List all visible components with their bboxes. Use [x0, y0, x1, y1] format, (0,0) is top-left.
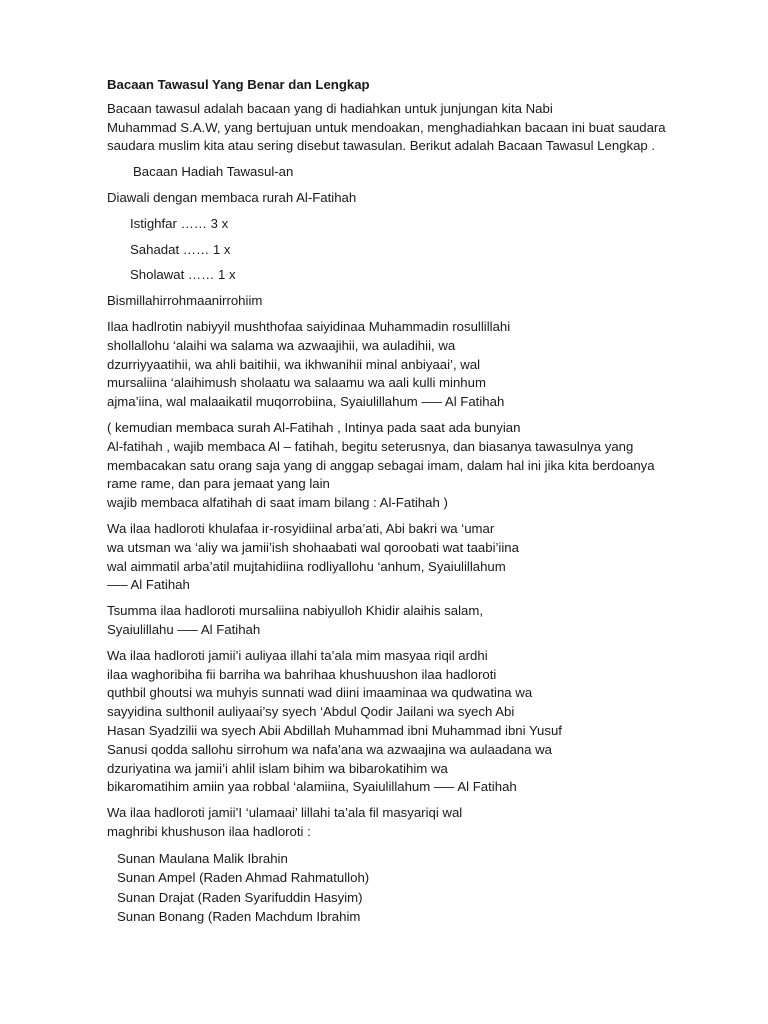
sunan-list	[117, 849, 737, 927]
paragraph-3	[107, 520, 737, 595]
step-item: Sahadat …… 1 x	[130, 241, 231, 257]
text-line: rame rame, dan para jemaat yang lain	[107, 476, 330, 492]
paragraph-4	[107, 602, 737, 640]
text-line: Syaiulillahu —– Al Fatihah	[107, 621, 261, 637]
text-line: mursaliina ‘alaihimush sholaatu wa salaamu wa aali kulli minhum	[107, 375, 486, 391]
document-title: Bacaan Tawasul Yang Benar dan Lengkap	[107, 77, 370, 92]
text-line: ajma’iina, wal malaaikatil muqorrobiina, Syaiulillahum —– Al Fatihah	[107, 394, 505, 410]
paragraph-2	[107, 419, 737, 513]
text-line: Sanusi qodda sallohu sirrohum wa nafa’ana wa azwaajina wa aulaadana wa	[107, 741, 553, 757]
text-line: Wa ilaa hadloroti khulafaa ir-rosyidiinal arba’ati, Abi bakri wa ‘umar	[107, 520, 495, 536]
step-item: Istighfar …… 3 x	[130, 215, 229, 231]
text-line: sayyidina sulthonil auliyaai’sy syech ‘Abdul Qodir Jailani wa syech Abi	[107, 704, 515, 720]
list-item: Sunan Ampel (Raden Ahmad Rahmatulloh)	[117, 870, 370, 886]
text-line: shollallohu ‘alaihi wa salama wa azwaajihii, wa auladihii, wa	[107, 337, 456, 353]
text-line: quthbil ghoutsi wa muhyis sunnati wad diini imaaminaa wa qudwatina wa	[107, 685, 533, 701]
text-line: Al-fatihah , wajib membaca Al – fatihah, begitu seterusnya, dan biasanya tawasulnya yang	[107, 438, 634, 454]
paragraph-1	[107, 318, 737, 412]
list-item: Sunan Maulana Malik Ibrahin	[117, 850, 288, 866]
text-line: saudara muslim kita atau sering disebut tawasulan. Berikut adalah Bacaan Tawasul Lengkap .	[107, 138, 656, 154]
text-line: maghribi khushuson ilaa hadloroti :	[107, 823, 311, 839]
step-item: Sholawat …… 1 x	[130, 267, 236, 283]
opening-line: Diawali dengan membaca rurah Al-Fatihah	[107, 189, 357, 205]
basmalah-line: Bismillahirrohmaanirrohiim	[107, 293, 263, 309]
text-line: dzuriyatina wa jamii’i ahlil islam bihim wa bibarokatihim wa	[107, 760, 448, 776]
document-body	[107, 76, 737, 927]
text-line: —– Al Fatihah	[107, 577, 190, 593]
text-line: Ilaa hadlrotin nabiyyil mushthofaa saiyidinaa Muhammadin rosullillahi	[107, 318, 511, 334]
text-line: wal aimmatil arba’atil mujtahidiina rodliyallohu ‘anhum, Syaiulillahum	[107, 558, 506, 574]
intro-paragraph	[107, 100, 737, 156]
paragraph-6	[107, 804, 737, 842]
text-line: dzurriyyaatihii, wa ahli baitihii, wa ikhwanihii minal anbiyaai’, wal	[107, 356, 481, 372]
list-item: Sunan Bonang (Raden Machdum Ibrahim	[117, 909, 361, 925]
text-line: ilaa waghoribiha fii barriha wa bahrihaa khushuushon ilaa hadloroti	[107, 666, 497, 682]
paragraph-5	[107, 647, 737, 797]
subheading: Bacaan Hadiah Tawasul-an	[133, 164, 294, 180]
text-line: ( kemudian membaca surah Al-Fatihah , Intinya pada saat ada bunyian	[107, 419, 521, 435]
text-line: bikaromatihim amiin yaa robbal ‘alamiina, Syaiulillahum —– Al Fatihah	[107, 779, 517, 795]
text-line: membacakan satu orang saja yang di anggap sebagai imam, dalam hal ini jika kita berdoanya	[107, 457, 655, 473]
text-line: Tsumma ilaa hadloroti mursaliina nabiyulloh Khidir alaihis salam,	[107, 603, 484, 619]
text-line: Bacaan tawasul adalah bacaan yang di hadiahkan untuk junjungan kita Nabi	[107, 100, 553, 116]
text-line: Muhammad S.A.W, yang bertujuan untuk mendoakan, menghadiahkan bacaan ini buat saudara	[107, 119, 666, 135]
text-line: Hasan Syadzilii wa syech Abii Abdillah Muhammad ibni Muhammad ibni Yusuf	[107, 722, 562, 738]
text-line: wajib membaca alfatihah di saat imam bilang : Al-Fatihah )	[107, 495, 448, 511]
text-line: Wa ilaa hadloroti jamii’I ‘ulamaai’ lillahi ta’ala fil masyariqi wal	[107, 805, 463, 821]
list-item: Sunan Drajat (Raden Syarifuddin Hasyim)	[117, 889, 363, 905]
text-line: Wa ilaa hadloroti jamii’i auliyaa illahi ta’ala mim masyaa riqil ardhi	[107, 647, 488, 663]
text-line: wa utsman wa ‘aliy wa jamii’ish shohaabati wal qoroobati wat taabi’iina	[107, 539, 519, 555]
